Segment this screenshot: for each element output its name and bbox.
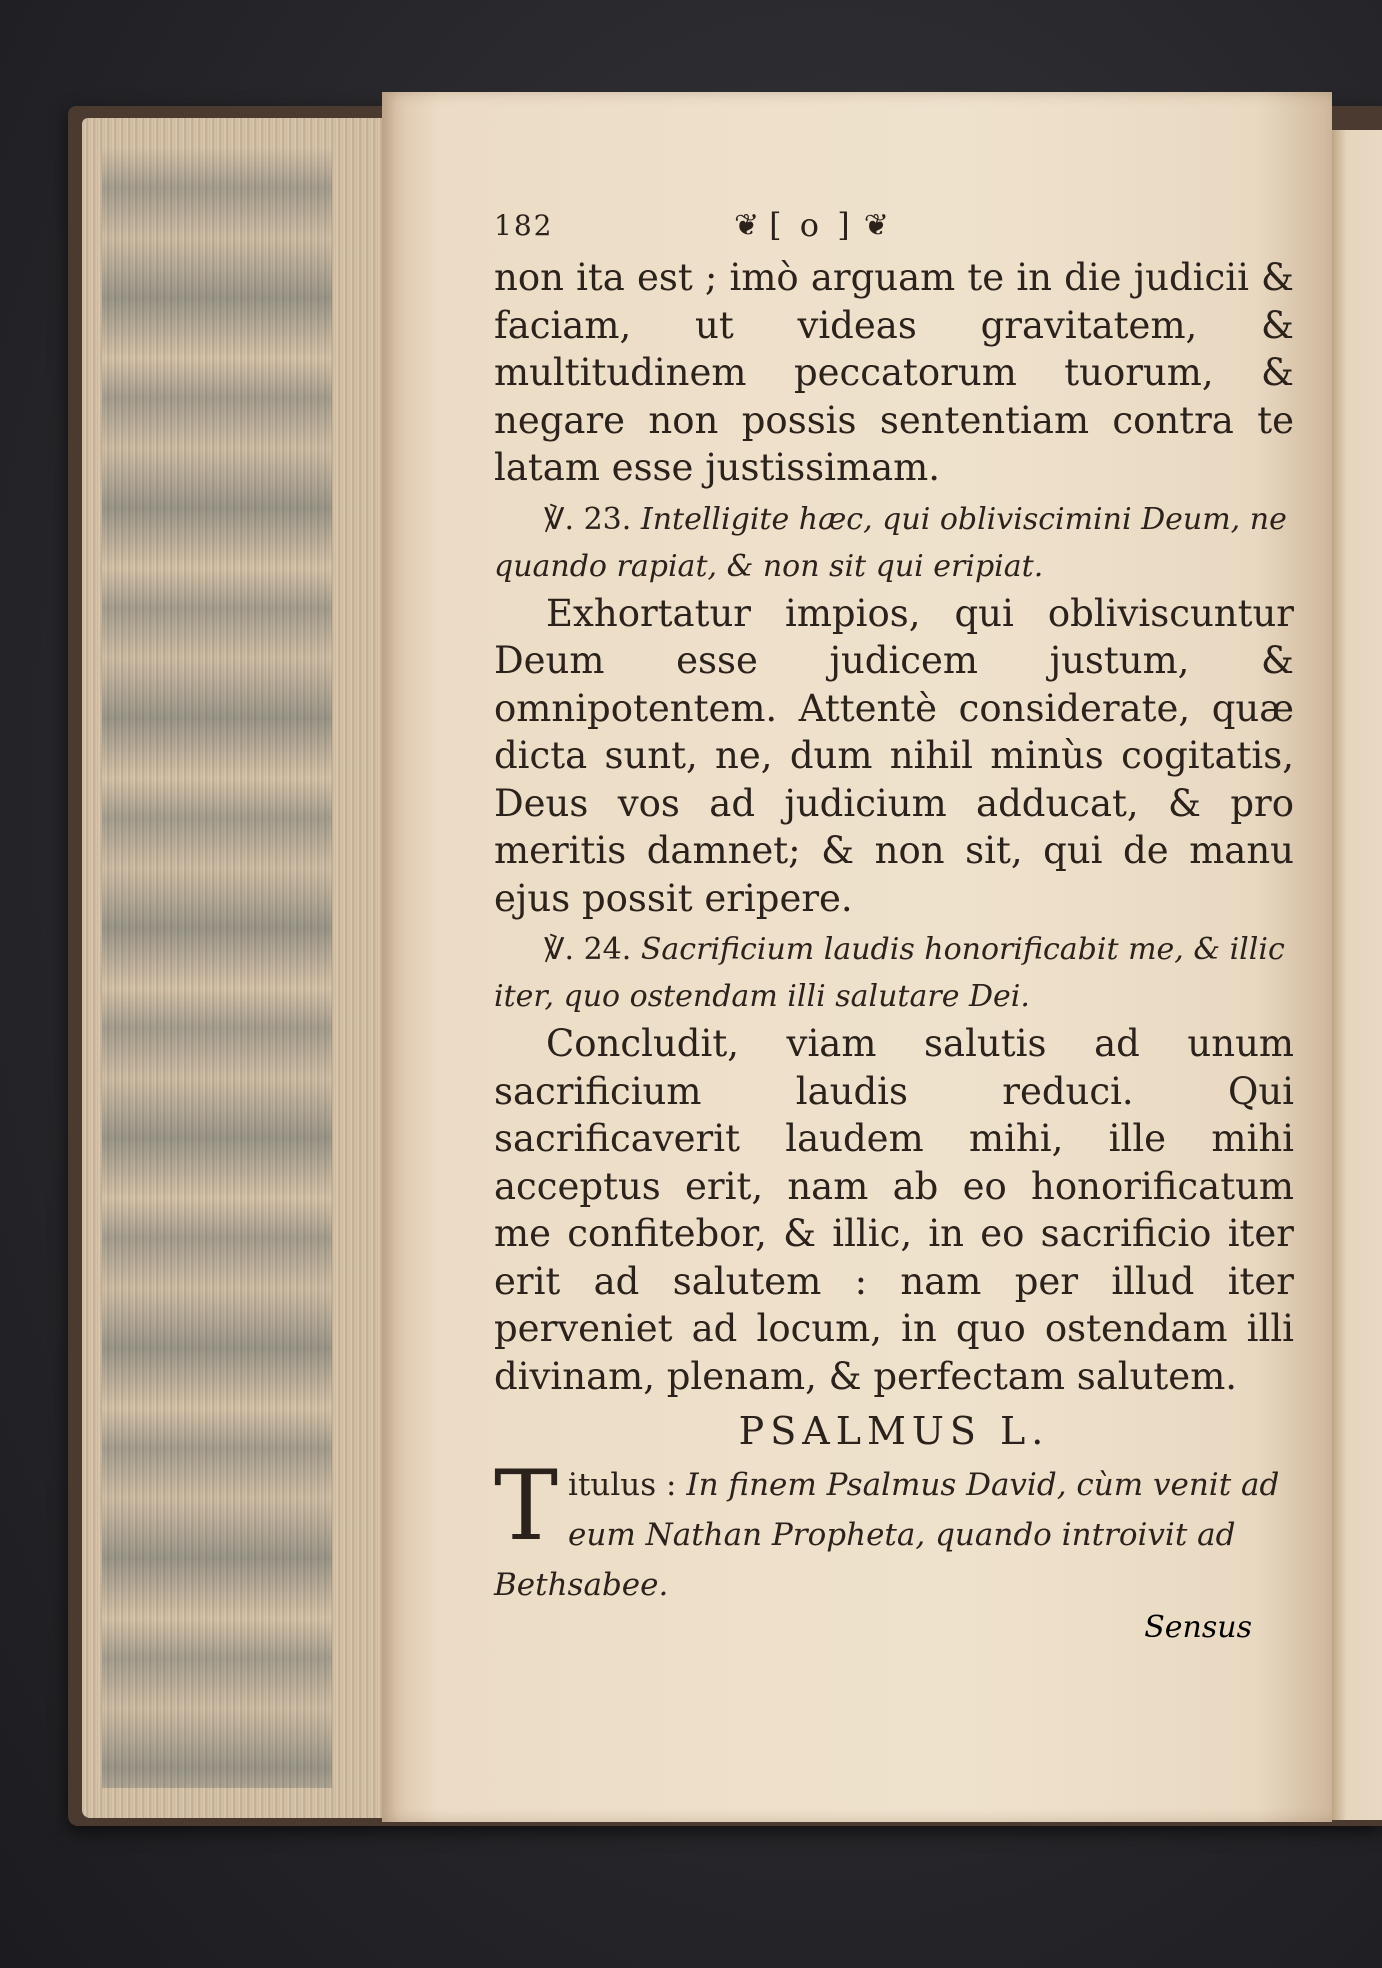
text-block	[494, 200, 1294, 1610]
signature-mark: [ o ]	[769, 206, 854, 244]
titulus-text: In finem Psalmus David, cùm venit ad eum Nathan Propheta, quando introivit ad Bethsabee.	[494, 1467, 1280, 1603]
page-edges	[82, 118, 382, 1818]
running-head	[494, 200, 1294, 250]
drop-cap: T	[494, 1450, 559, 1562]
verse-23-number: ℣. 23.	[544, 501, 632, 537]
titulus-label: itulus :	[568, 1467, 677, 1503]
ornament-left-icon: ❦	[734, 207, 760, 243]
facing-page-edge	[1332, 130, 1382, 1820]
paragraph-1: non ita est ; imò arguam te in die judicii & faciam, ut videas gravitatem, & multitudinem peccatorum tuorum, & negare non possis sententiam contra te latam esse justissimam.	[494, 256, 1294, 489]
verse-24-text: Sacrificium laudis honorificabit me, & illic iter, quo ostendam illi salutare Dei.	[494, 932, 1285, 1014]
verse-24-number: ℣. 24.	[544, 932, 632, 967]
paragraph-3: Concludit, viam salutis ad unum sacrificium laudis reduci. Qui sacrificaverit laudem mihi, ille mihi acceptus erit, nam ab eo honorificatum me confitebor, & illic, in eo sacrificio iter erit ad salutem : nam per illud iter perveniet ad locum, in quo ostendam illi divinam, plenam, & perfectam salutem.	[494, 1022, 1294, 1398]
book-page	[382, 92, 1332, 1822]
psalm-title: PSALMUS L.	[738, 1409, 1050, 1453]
verse-23-text: Intelligite hæc, qui obliviscimini Deum, ne quando rapiat, & non sit qui eripiat.	[494, 501, 1287, 584]
page-number: 182	[494, 208, 554, 242]
titulus	[494, 1450, 1294, 1610]
verse-23	[494, 496, 1294, 590]
catchword: Sensus	[1144, 1610, 1252, 1645]
paragraph-2: Exhortatur impios, qui obliviscuntur Deum esse judicem justum, & omnipotentem. Attentè considerate, quæ dicta sunt, ne, dum nihil minùs cogitatis, Deus vos ad judicium adducat, & pro meritis damnet; & non sit, qui de manu ejus possit eripere.	[494, 591, 1294, 920]
verse-24	[494, 926, 1294, 1020]
ornament-right-icon: ❦	[863, 207, 889, 243]
